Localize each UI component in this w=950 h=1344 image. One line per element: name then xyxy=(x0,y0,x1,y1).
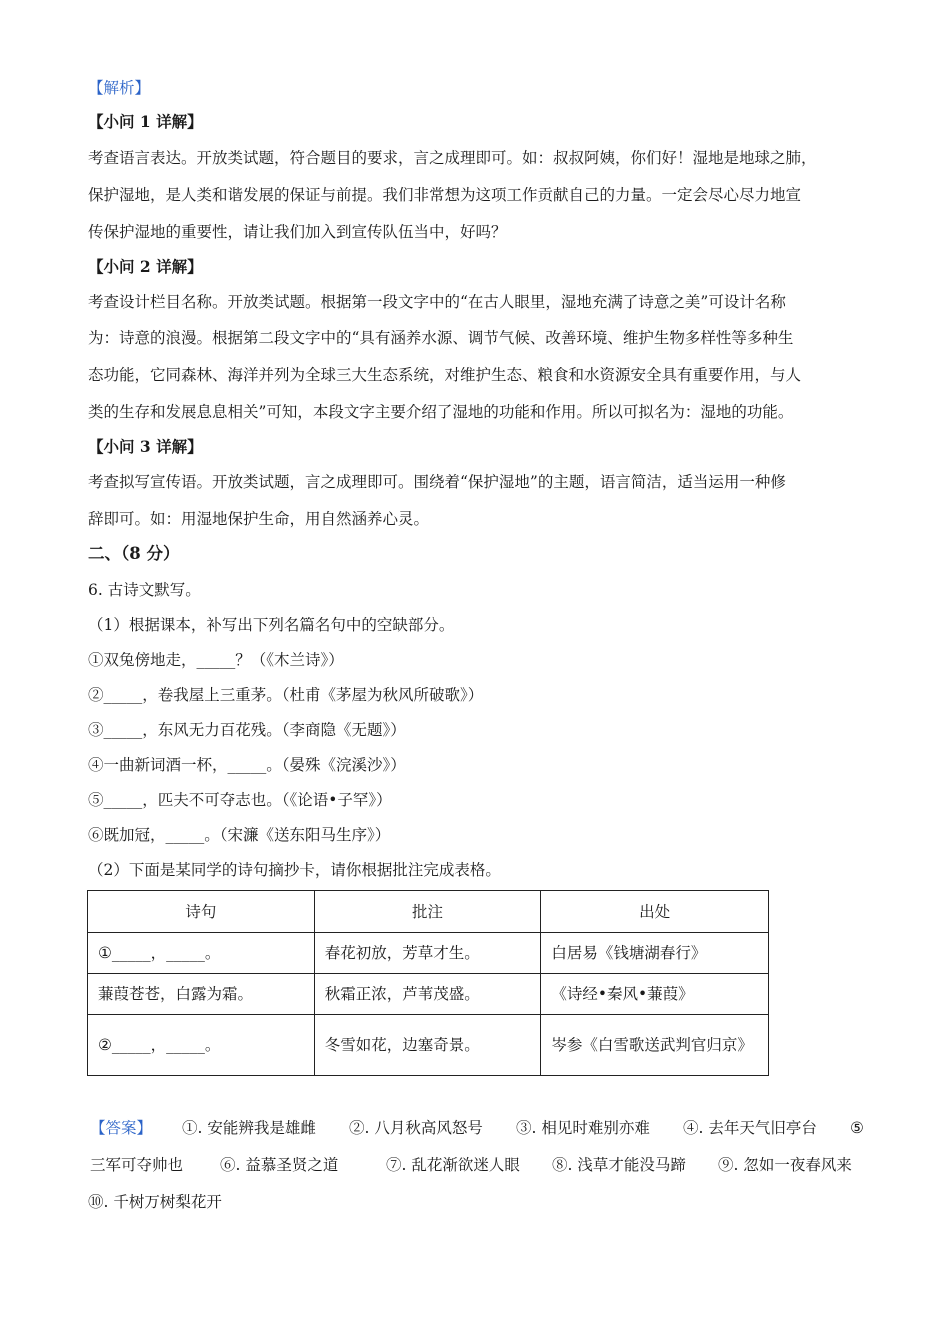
table-header-row xyxy=(88,891,769,933)
fill-item: ⑤_____，匹夫不可夺志也。（《论语•子罕》） xyxy=(88,791,392,809)
answer-item: ⑥. 益慕圣贤之道 xyxy=(220,1156,339,1174)
answer-item: ⑦. 乱花渐欲迷人眼 xyxy=(386,1156,520,1174)
q1-line: 考查语言表达。开放类试题，符合题目的要求，言之成理即可。如：叔叔阿姨，你们好！湿地是地球之肺， xyxy=(88,149,817,167)
q2-line: 考查设计栏目名称。开放类试题。根据第一段文字中的“在古人眼里，湿地充满了诗意之美”可设计名称 xyxy=(88,293,786,311)
q3-line: 考查拟写宣传语。开放类试题，言之成理即可。围绕着“保护湿地”的主题，语言简洁，适当运用一种修 xyxy=(88,473,786,491)
poem-card-table xyxy=(87,890,769,1076)
answer-item: 三军可夺帅也 xyxy=(90,1156,184,1174)
q1-title: 【小问 1 详解】 xyxy=(88,112,203,131)
q2-line: 类的生存和发展息息相关”可知，本段文字主要介绍了湿地的功能和作用。所以可拟名为：湿地的功能。 xyxy=(88,403,794,421)
table-cell: 春花初放，芳草才生。 xyxy=(314,933,541,974)
answer-item: ⑧. 浅草才能没马蹄 xyxy=(552,1156,686,1174)
table-cell: 岑参《白雪歌送武判官归京》 xyxy=(541,1015,769,1076)
answer-item: ③. 相见时难别亦难 xyxy=(516,1119,650,1137)
q2-line: 为：诗意的浪漫。根据第二段文字中的“具有涵养水源、调节气候、改善环境、维护生物多样性等多种生 xyxy=(88,329,794,347)
answer-item: ②. 八月秋高风怒号 xyxy=(349,1119,483,1137)
answer-tag: 【答案】 xyxy=(90,1119,153,1137)
answer-item: ①. 安能辨我是雄雌 xyxy=(182,1119,316,1137)
section-heading: 二、（8 分） xyxy=(88,544,180,563)
question-title: 6. 古诗文默写。 xyxy=(88,581,201,599)
q3-title: 【小问 3 详解】 xyxy=(88,437,203,456)
table-cell: ①_____，_____。 xyxy=(88,933,315,974)
table-header: 出处 xyxy=(541,891,769,933)
q3-line: 辞即可。如：用湿地保护生命，用自然涵养心灵。 xyxy=(88,510,430,528)
table-cell: ②_____，_____。 xyxy=(88,1015,315,1076)
fill-item: ②_____，卷我屋上三重茅。（杜甫《茅屋为秋风所破歌》） xyxy=(88,686,484,704)
table-row xyxy=(88,1015,769,1076)
table-cell: 冬雪如花，边塞奇景。 xyxy=(314,1015,541,1076)
answer-item: ④. 去年天气旧亭台 xyxy=(683,1119,817,1137)
part2-instruction: （2）下面是某同学的诗句摘抄卡，请你根据批注完成表格。 xyxy=(88,861,501,879)
q2-title: 【小问 2 详解】 xyxy=(88,257,203,276)
answer-item: ⑩. 千树万树梨花开 xyxy=(88,1193,222,1211)
analysis-tag: 【解析】 xyxy=(88,79,151,97)
answer-item: ⑤ xyxy=(850,1119,864,1137)
table-row xyxy=(88,974,769,1015)
q1-line: 保护湿地，是人类和谐发展的保证与前提。我们非常想为这项工作贡献自己的力量。一定会尽心尽力地宣 xyxy=(88,186,802,204)
table-cell: 白居易《钱塘湖春行》 xyxy=(541,933,769,974)
table-cell: 《诗经•秦风•蒹葭》 xyxy=(541,974,769,1015)
q2-line: 态功能，它同森林、海洋并列为全球三大生态系统，对维护生态、粮食和水资源安全具有重要作用，与人 xyxy=(88,366,802,384)
answer-item: ⑨. 忽如一夜春风来 xyxy=(718,1156,852,1174)
fill-item: ①双兔傍地走，_____？（《木兰诗》） xyxy=(88,651,344,669)
fill-item: ③_____，东风无力百花残。（李商隐《无题》） xyxy=(88,721,406,739)
table-row xyxy=(88,933,769,974)
fill-item: ⑥既加冠，_____。（宋濂《送东阳马生序》） xyxy=(88,826,391,844)
table-cell: 蒹葭苍苍，白露为霜。 xyxy=(88,974,315,1015)
table-header: 批注 xyxy=(314,891,541,933)
table-header: 诗句 xyxy=(88,891,315,933)
table-cell: 秋霜正浓，芦苇茂盛。 xyxy=(314,974,541,1015)
part1-instruction: （1）根据课本，补写出下列名篇名句中的空缺部分。 xyxy=(88,616,455,634)
fill-item: ④一曲新词酒一杯，_____。（晏殊《浣溪沙》） xyxy=(88,756,406,774)
q1-line: 传保护湿地的重要性，请让我们加入到宣传队伍当中，好吗？ xyxy=(88,223,507,241)
